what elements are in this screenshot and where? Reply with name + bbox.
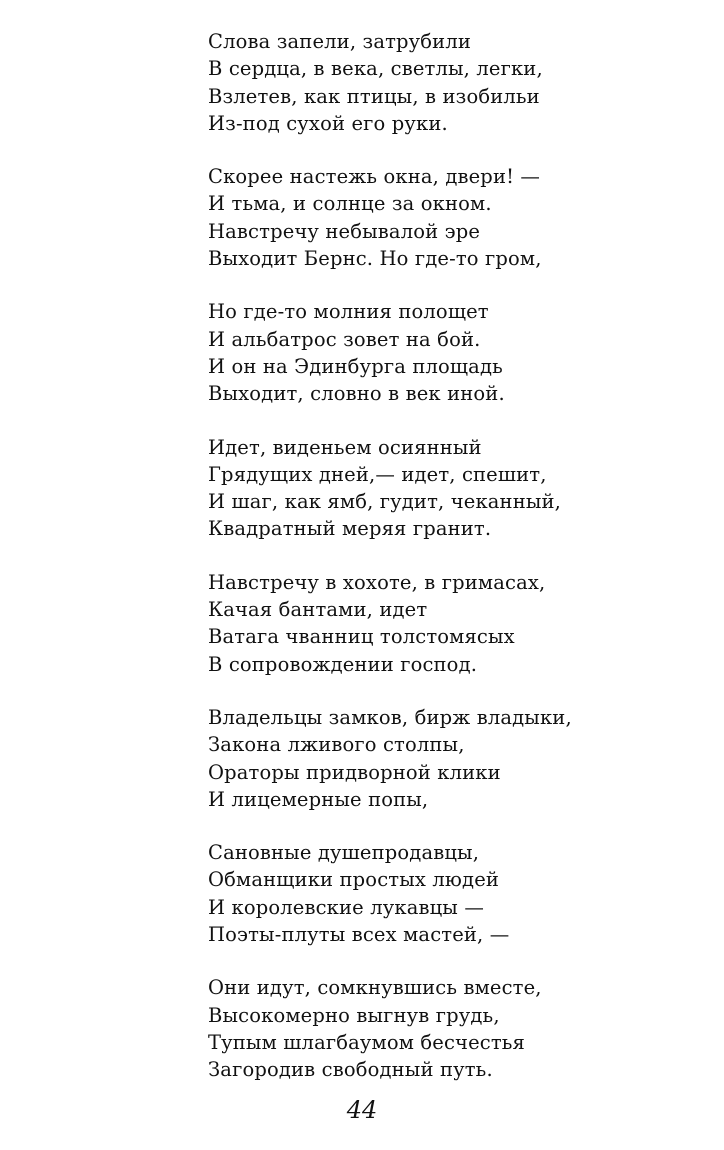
poem-line: Обманщики простых людей — [208, 868, 500, 892]
poem-line: Загородив свободный путь. — [208, 1058, 493, 1082]
poem-line: Ватага чванниц толстомясых — [208, 625, 515, 649]
poem-line: И королевские лукавцы — — [208, 895, 484, 919]
poem-line: Поэты-плуты всех мастей, — — [208, 923, 510, 947]
stanza-3 — [208, 298, 688, 407]
poem-line: И тьма, и солнце за окном. — [208, 192, 492, 216]
poem-line: Они идут, сомкнувшись вместе, — [208, 976, 542, 1000]
stanza-1 — [208, 28, 688, 137]
stanza-2 — [208, 163, 688, 272]
poem-line: Из-под сухой его руки. — [208, 111, 448, 135]
poem-line: Слова запели, затрубили — [208, 30, 472, 53]
poem-line: И альбатрос зовет на бой. — [208, 327, 481, 351]
stanza-8 — [208, 974, 688, 1083]
poem-line: Взлетев, как птицы, в изобильи — [208, 84, 540, 108]
poem-line: И лицемерные попы, — [208, 787, 429, 811]
poem-line: Выходит, словно в век иной. — [208, 382, 505, 406]
stanza-6 — [208, 704, 688, 813]
poem-line: Навстречу небывалой эре — [208, 219, 481, 243]
poem-line: Сановные душепродавцы, — [208, 841, 480, 865]
stanza-7 — [208, 839, 688, 948]
poem-line: Владельцы замков, бирж владыки, — [208, 705, 572, 729]
poem-line: Высокомерно выгнув грудь, — [208, 1003, 500, 1027]
poem-line: В сердца, в века, светлы, легки, — [208, 57, 543, 81]
poem-line: Ораторы придворной клики — [208, 760, 501, 784]
poem-line: Идет, виденьем осиянный — [208, 435, 482, 459]
poem-line: Навстречу в хохоте, в гримасах, — [208, 570, 546, 594]
poem-line: Квадратный меряя гранит. — [208, 517, 492, 541]
poem-text — [208, 28, 688, 1110]
poem-line: И он на Эдинбурга площадь — [208, 354, 503, 378]
poem-line: И шаг, как ямб, гудит, чеканный, — [208, 490, 562, 514]
page-number: 44 — [346, 1096, 378, 1124]
poem-line: Выходит Бернс. Но где-то гром, — [208, 247, 542, 271]
poem-line: Но где-то молния полощет — [208, 300, 489, 324]
poem-line: Тупым шлагбаумом бесчестья — [208, 1030, 525, 1054]
poem-line: В сопровождении господ. — [208, 652, 478, 676]
stanza-5 — [208, 569, 688, 678]
poem-line: Закона лживого столпы, — [208, 733, 465, 757]
poem-line: Скорее настежь окна, двери! — — [208, 165, 541, 189]
poem-line: Грядущих дней,— идет, спешит, — [208, 462, 547, 486]
stanza-4 — [208, 434, 688, 543]
poem-line: Качая бантами, идет — [208, 598, 428, 622]
